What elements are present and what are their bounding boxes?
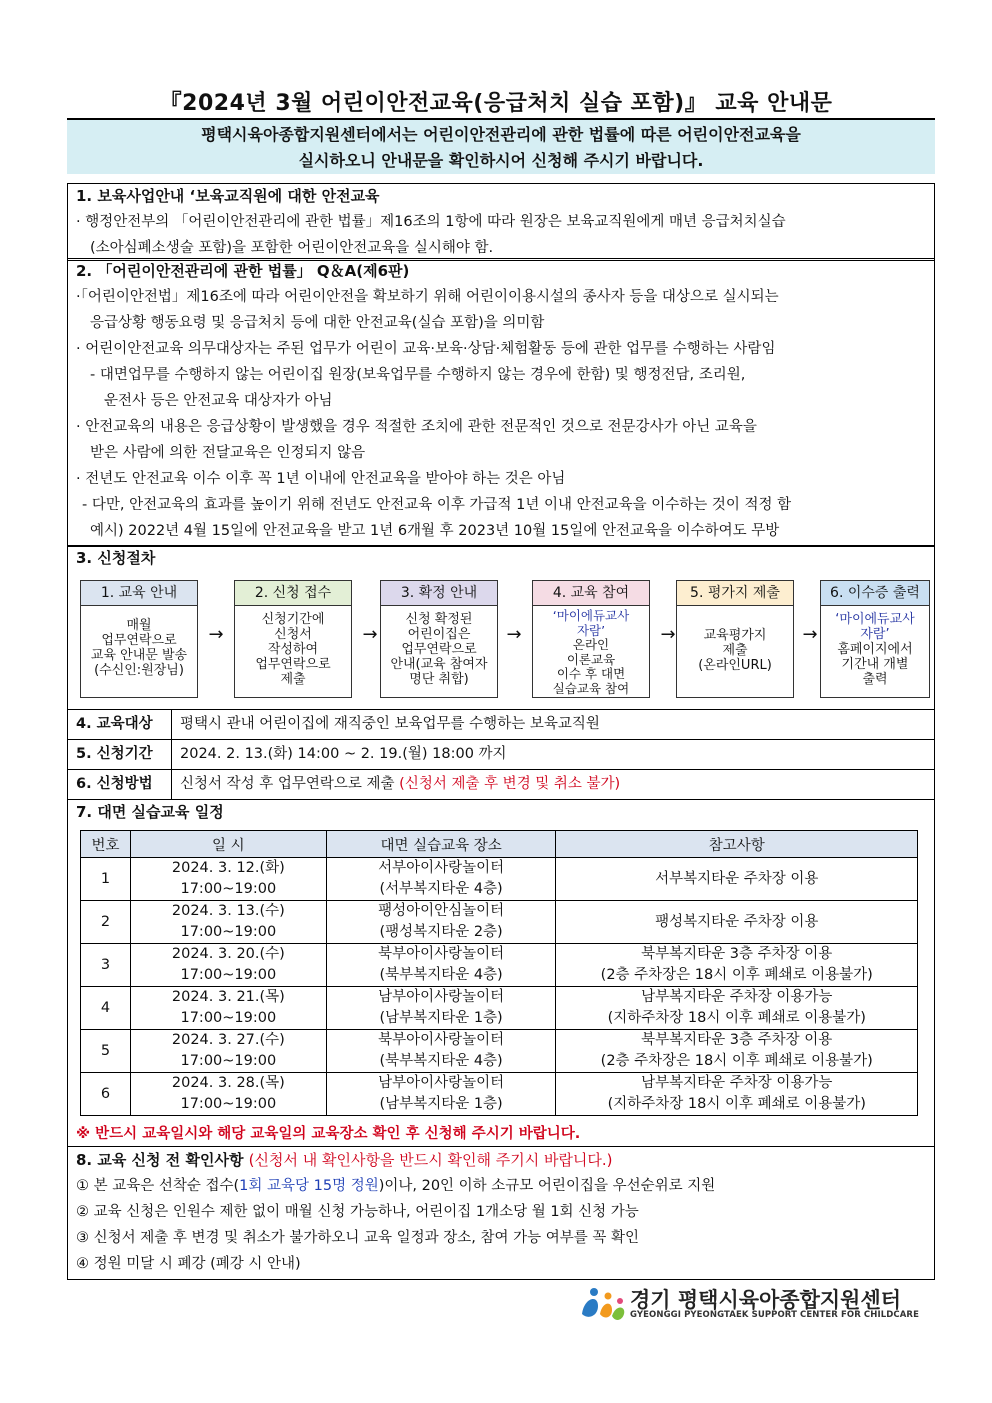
place-floor: (남부복지타운 1층)	[379, 1096, 503, 1112]
row-place	[326, 901, 556, 944]
step-text: 신청 확정된	[405, 612, 473, 627]
section-5-value: 2024. 2. 13.(화) 14:00 ~ 2. 19.(월) 18:00 까지	[180, 746, 507, 762]
place-name: 북부아이사랑놀이터	[378, 1032, 505, 1048]
step-text: 어린이집은	[407, 627, 471, 642]
row-place	[326, 1030, 556, 1073]
check-item-4: ④ 정원 미달 시 폐강 (폐강 시 안내)	[76, 1256, 301, 1272]
section-2-text: 받은 사람에 의한 전달교육은 인정되지 않음	[90, 445, 366, 461]
row-time: 17:00~19:00	[180, 881, 277, 897]
section-4-value: 평택시 관내 어린이집에 재직중인 보육업무를 수행하는 보육교직원	[180, 716, 600, 732]
step-text: 자람’	[860, 627, 890, 642]
note-subtext: (2층 주차장은 18시 이후 폐쇄로 이용불가)	[600, 1053, 873, 1069]
note-text: 서부복지타운 주차장 이용	[655, 870, 819, 887]
column-header: 번호	[81, 831, 131, 858]
section-1-text: (소아심폐소생술 포함)을 포함한 어린이안전교육을 실시해야 함.	[90, 240, 494, 256]
row-number: 6	[81, 1073, 131, 1116]
step-body	[533, 606, 649, 696]
note-subtext: (지하주차장 18시 이후 폐쇄로 이용불가)	[607, 1096, 866, 1112]
section-8-heading-row	[68, 1147, 934, 1173]
place-floor: (팽성복지타운 2층)	[379, 924, 503, 940]
step-text: 업무연락으로	[101, 633, 177, 648]
table-row	[81, 901, 918, 944]
step-text: 홈페이지에서	[837, 642, 913, 657]
step-text: 실습교육 참여	[552, 680, 630, 696]
step-header: 4. 교육 참여	[533, 581, 649, 606]
process-flow	[80, 580, 928, 698]
row-datetime	[130, 1073, 326, 1116]
row-datetime	[130, 1030, 326, 1073]
logo-mark-icon	[578, 1284, 628, 1324]
section-6-label: 6. 신청방법	[68, 770, 172, 799]
step-text: 교육 안내문 발송	[90, 648, 188, 663]
note-subtext: (지하주차장 18시 이후 폐쇄로 이용불가)	[607, 1010, 866, 1026]
process-step-3	[380, 580, 498, 698]
step-text: 명단 취합)	[409, 672, 469, 687]
step-header: 1. 교육 안내	[81, 581, 197, 606]
section-1-text: · 행정안전부의 「어린이안전관리에 관한 법률」제16조의 1항에 따라 원장은 보육교직원에게 매년 응급처치실습	[76, 214, 786, 230]
step-body	[381, 606, 497, 687]
section-2-text: - 다만, 안전교육의 효과를 높이기 위해 전년도 안전교육 이후 가급적 1년 이내 안전교육을 이수하는 것이 적정 함	[82, 497, 792, 513]
row-note	[556, 901, 918, 944]
table-header-row	[81, 831, 918, 858]
step-text: 업무연락으로	[255, 657, 331, 672]
section-1	[67, 183, 935, 261]
row-number: 2	[81, 901, 131, 944]
row-number: 4	[81, 987, 131, 1030]
step-text: 신청기간에	[261, 612, 325, 627]
column-header: 참고사항	[556, 831, 918, 858]
step-text: 업무연락으로	[401, 642, 477, 657]
process-step-1	[80, 580, 198, 698]
step-text: 자람’	[576, 622, 606, 638]
arrow-right-icon: →	[362, 624, 378, 645]
section-3	[67, 545, 935, 710]
row-date: 2024. 3. 20.(수)	[171, 946, 285, 962]
step-body	[821, 606, 929, 687]
step-header: 5. 평가지 제출	[677, 581, 793, 606]
section-2-text: - 대면업무를 수행하지 않는 어린이집 원장(보육업무를 수행하지 않는 경우에 한함) 및 행정전담, 조리원,	[90, 367, 746, 383]
place-name: 남부아이사랑놀이터	[378, 989, 505, 1005]
row-place	[326, 944, 556, 987]
page-title: 『2024년 3월 어린이안전교육(응급처치 실습 포함)』 교육 안내문	[159, 91, 833, 116]
intro-line: 평택시육아종합지원센터에서는 어린이안전관리에 관한 법률에 따른 어린이안전교육을	[201, 125, 801, 144]
row-datetime	[130, 987, 326, 1030]
check-text: ① 본 교육은 선착순 접수(	[76, 1178, 240, 1194]
row-place	[326, 858, 556, 901]
row-time: 17:00~19:00	[180, 924, 277, 940]
place-floor: (서부복지타운 4층)	[379, 881, 503, 897]
table-row	[81, 1073, 918, 1116]
logo-name: 경기 평택시육아종합지원센터	[630, 1288, 902, 1312]
table-row	[81, 944, 918, 987]
section-2	[67, 258, 935, 547]
step-body	[81, 606, 197, 678]
section-5-label: 5. 신청기간	[68, 740, 172, 769]
section-7-heading: 7. 대면 실습교육 일정	[76, 803, 224, 821]
note-text: 북부복지타운 3층 주차장 이용	[641, 1032, 833, 1048]
table-row	[81, 987, 918, 1030]
intro-line: 실시하오니 안내문을 확인하시어 신청해 주시기 바랍니다.	[298, 151, 704, 170]
section-7	[67, 799, 935, 1147]
step-text: 작성하여	[267, 642, 319, 657]
section-2-text: 응급상황 행동요령 및 응급처치 등에 대한 안전교육(실습 포함)을 의미함	[90, 315, 545, 331]
row-time: 17:00~19:00	[180, 1053, 277, 1069]
step-text: 안내(교육 참여자	[390, 657, 488, 672]
row-number: 1	[81, 858, 131, 901]
section-6	[67, 769, 935, 800]
place-name: 서부아이사랑놀이터	[378, 860, 505, 876]
section-1-heading: 1. 보육사업안내 ‘보육교직원에 대한 안전교육	[76, 187, 380, 205]
note-text: 북부복지타운 3층 주차장 이용	[641, 946, 833, 962]
section-2-text: · 안전교육의 내용은 응급상황이 발생했을 경우 적절한 조치에 관한 전문적인 것으로 전문강사가 아닌 교육을	[76, 419, 757, 435]
step-text: 신청서	[274, 627, 312, 642]
step-text: 교육평가지	[703, 628, 767, 643]
step-text: 제출	[722, 643, 748, 658]
step-text: 매월	[126, 618, 152, 633]
step-text: 제출	[280, 672, 306, 687]
step-text: 기간내 개별	[841, 657, 909, 672]
row-note	[556, 987, 918, 1030]
row-datetime	[130, 901, 326, 944]
schedule-warning: ※ 반드시 교육일시와 해당 교육일의 교육장소 확인 후 신청해 주시기 바랍니다.	[76, 1126, 581, 1142]
step-text: ‘마이에듀교사	[552, 608, 630, 623]
section-4	[67, 709, 935, 740]
arrow-right-icon: →	[506, 624, 522, 645]
check-item-3: ③ 신청서 제출 후 변경 및 취소가 불가하오니 교육 일정과 장소, 참여 가능 여부를 꼭 확인	[76, 1230, 639, 1246]
place-name: 남부아이사랑놀이터	[378, 1075, 505, 1091]
capacity-text: 1회 교육당 15명 정원	[239, 1178, 379, 1194]
table-row	[81, 1030, 918, 1073]
column-header: 대면 실습교육 장소	[326, 831, 556, 858]
place-floor: (남부복지타운 1층)	[379, 1010, 503, 1026]
step-body	[235, 606, 351, 687]
place-name: 팽성아이안심놀이터	[378, 903, 505, 919]
arrow-right-icon: →	[802, 624, 818, 645]
logo-subtitle: GYEONGGI PYEONGTAEK SUPPORT CENTER FOR CHILDCARE	[630, 1310, 919, 1320]
row-place	[326, 1073, 556, 1116]
row-date: 2024. 3. 28.(목)	[171, 1075, 285, 1091]
row-date: 2024. 3. 12.(화)	[171, 860, 285, 876]
row-place	[326, 987, 556, 1030]
section-2-text: 운전사 등은 안전교육 대상자가 아님	[104, 393, 333, 409]
section-2-text: · 전년도 안전교육 이수 이후 꼭 1년 이내에 안전교육을 받아야 하는 것은 아님	[76, 471, 566, 487]
intro-banner	[67, 118, 935, 174]
row-date: 2024. 3. 13.(수)	[171, 903, 285, 919]
place-floor: (북부복지타운 4층)	[379, 967, 503, 983]
section-2-text: · 어린이안전교육 의무대상자는 주된 업무가 어린이 교육·보육·상담·체험활동 등에 관한 업무를 수행하는 사람임	[76, 341, 776, 357]
step-body	[677, 606, 793, 673]
note-text: 팽성복지타운 주차장 이용	[655, 913, 819, 930]
process-step-6	[820, 580, 930, 698]
step-header: 3. 확정 안내	[381, 581, 497, 606]
row-note	[556, 1030, 918, 1073]
place-floor: (북부복지타운 4층)	[379, 1053, 503, 1069]
process-step-5	[676, 580, 794, 698]
method-warning: (신청서 제출 후 변경 및 취소 불가)	[399, 776, 621, 792]
process-step-4	[532, 580, 650, 698]
row-time: 17:00~19:00	[180, 1010, 277, 1026]
section-2-heading: 2. 「어린이안전관리에 관한 법률」 Q＆A(제6판)	[76, 262, 410, 280]
note-subtext: (2층 주차장은 18시 이후 폐쇄로 이용불가)	[600, 967, 873, 983]
row-number: 5	[81, 1030, 131, 1073]
arrow-right-icon: →	[660, 624, 676, 645]
step-header: 2. 신청 접수	[235, 581, 351, 606]
schedule-table	[80, 830, 918, 1116]
row-number: 3	[81, 944, 131, 987]
check-item-2: ② 교육 신청은 인원수 제한 없이 매월 신청 가능하나, 어린이집 1개소당 월 1회 신청 가능	[76, 1204, 639, 1220]
row-datetime	[130, 858, 326, 901]
step-text: 이론교육	[566, 651, 616, 667]
section-2-text: 예시) 2022년 4월 15일에 안전교육을 받고 1년 6개월 후 2023년 10월 15일에 안전교육을 이수하여도 무방	[90, 523, 780, 539]
note-text: 남부복지타운 주차장 이용가능	[641, 989, 833, 1005]
row-note	[556, 1073, 918, 1116]
place-name: 북부아이사랑놀이터	[378, 946, 505, 962]
step-header: 6. 이수증 출력	[821, 581, 929, 606]
center-logo	[578, 1284, 934, 1324]
step-text: 출력	[862, 672, 888, 687]
note-text: 남부복지타운 주차장 이용가능	[641, 1075, 833, 1091]
row-datetime	[130, 944, 326, 987]
section-6-value	[180, 770, 620, 799]
section-3-heading: 3. 신청절차	[76, 549, 156, 567]
section-2-text: ·「어린이안전법」제16조에 따라 어린이안전을 확보하기 위해 어린이이용시설의 종사자 등을 대상으로 실시되는	[76, 289, 779, 305]
method-text: 신청서 작성 후 업무연락으로 제출	[180, 776, 395, 792]
row-time: 17:00~19:00	[180, 967, 277, 983]
section-8	[67, 1146, 935, 1280]
section-5	[67, 739, 935, 770]
row-time: 17:00~19:00	[180, 1096, 277, 1112]
row-date: 2024. 3. 21.(목)	[171, 989, 285, 1005]
section-4-label: 4. 교육대상	[68, 710, 172, 739]
table-row	[81, 858, 918, 901]
row-note	[556, 944, 918, 987]
step-text: (온라인URL)	[698, 658, 772, 673]
check-item-1	[68, 1173, 934, 1199]
step-text: ‘마이에듀교사	[835, 612, 915, 627]
step-text: 온라인	[572, 637, 610, 652]
section-8-heading: 8. 교육 신청 전 확인사항	[76, 1151, 244, 1169]
row-date: 2024. 3. 27.(수)	[171, 1032, 285, 1048]
process-step-2	[234, 580, 352, 698]
check-text: )이나, 20인 이하 소규모 어린이집을 우선순위로 지원	[378, 1178, 716, 1194]
row-note	[556, 858, 918, 901]
step-text: (수신인:원장님)	[94, 663, 184, 678]
column-header: 일 시	[130, 831, 326, 858]
step-text: 이수 후 대면	[556, 666, 626, 681]
section-8-note: (신청서 내 확인사항을 반드시 확인해 주기시 바랍니다.)	[248, 1151, 613, 1169]
arrow-right-icon: →	[208, 624, 224, 645]
